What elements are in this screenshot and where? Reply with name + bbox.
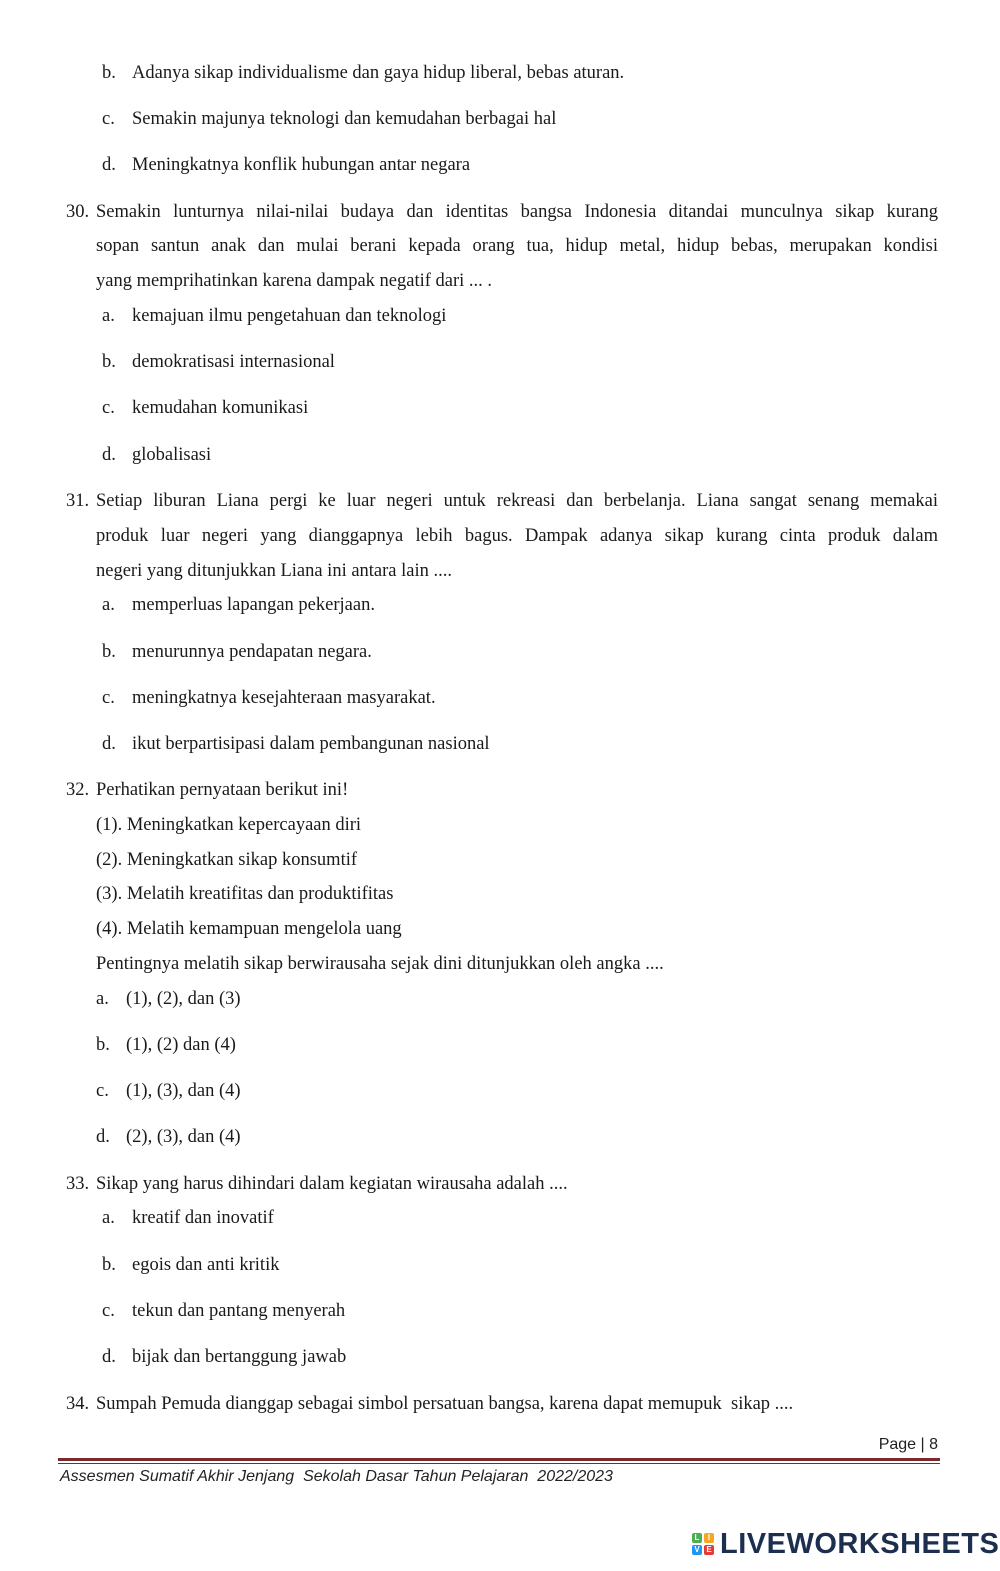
option-label: b. [102, 642, 116, 662]
q32-statement-4: (4). Melatih kemampuan mengelola uang [96, 919, 402, 939]
question-stem: Sikap yang harus dihindari dalam kegiatan wirausaha adalah .... [96, 1174, 568, 1194]
option-text: menurunnya pendapatan negara. [132, 642, 372, 662]
option-text: kemudahan komunikasi [132, 398, 309, 418]
option-text: egois dan anti kritik [132, 1255, 280, 1275]
option-label: d. [102, 155, 116, 175]
option-label: c. [102, 109, 115, 129]
option-text: tekun dan pantang menyerah [132, 1301, 346, 1321]
q30-stem-line-2: sopan santun anak dan mulai berani kepada orang tua, hidup metal, hidup bebas, merupakan kondisi [96, 236, 938, 256]
option-text: ikut berpartisipasi dalam pembangunan nasional [132, 734, 490, 754]
option-label: c. [102, 688, 115, 708]
question-number: 33. [66, 1174, 90, 1194]
question-number: 32. [66, 780, 90, 800]
option-label: c. [102, 1301, 115, 1321]
q32-statement-2: (2). Meningkatkan sikap konsumtif [96, 850, 358, 870]
option-text: (1), (3), dan (4) [126, 1081, 241, 1101]
option-text: memperluas lapangan pekerjaan. [132, 595, 375, 615]
option-text: kreatif dan inovatif [132, 1208, 274, 1228]
option-text: meningkatnya kesejahteraan masyarakat. [132, 688, 436, 708]
q30-stem-line-3: yang memprihatinkan karena dampak negatif dari ... . [96, 271, 493, 291]
footer-divider-thin [58, 1463, 940, 1464]
option-label: a. [102, 306, 115, 326]
option-label: a. [102, 595, 115, 615]
option-text: Adanya sikap individualisme dan gaya hidup liberal, bebas aturan. [132, 63, 625, 83]
q32-statement-3: (3). Melatih kreatifitas dan produktifitas [96, 884, 394, 904]
footer-title: Assesmen Sumatif Akhir Jenjang Sekolah Dasar Tahun Pelajaran 2022/2023 [60, 1468, 613, 1485]
option-text: Meningkatnya konflik hubungan antar negara [132, 155, 471, 175]
option-text: Semakin majunya teknologi dan kemudahan berbagai hal [132, 109, 557, 129]
option-text: kemajuan ilmu pengetahuan dan teknologi [132, 306, 447, 326]
option-label: b. [102, 63, 116, 83]
option-label: d. [102, 445, 116, 465]
option-label: a. [102, 1208, 115, 1228]
option-text: demokratisasi internasional [132, 352, 335, 372]
question-stem: Sumpah Pemuda dianggap sebagai simbol persatuan bangsa, karena dapat memupuk sikap .... [96, 1394, 794, 1414]
option-label: c. [96, 1081, 109, 1101]
option-label: c. [102, 398, 115, 418]
q30-stem-line-1: Semakin lunturnya nilai-nilai budaya dan identitas bangsa Indonesia ditandai munculnya sikap kurang [96, 202, 938, 222]
option-label: b. [102, 352, 116, 372]
option-label: b. [102, 1255, 116, 1275]
q32-question: Pentingnya melatih sikap berwirausaha sejak dini ditunjukkan oleh angka .... [96, 954, 664, 974]
option-text: globalisasi [132, 445, 212, 465]
question-stem: Perhatikan pernyataan berikut ini! [96, 780, 349, 800]
question-number: 34. [66, 1394, 90, 1414]
liveworksheets-logo[interactable] [692, 1524, 999, 1564]
q31-stem-line-1: Setiap liburan Liana pergi ke luar negeri untuk rekreasi dan berbelanja. Liana sangat senang memakai [96, 491, 938, 511]
option-label: d. [102, 734, 116, 754]
question-number: 30. [66, 202, 90, 222]
q31-stem-line-2: produk luar negeri yang dianggapnya lebih bagus. Dampak adanya sikap kurang cinta produk dalam [96, 526, 938, 546]
liveworksheets-logo-icon: L I V E [692, 1533, 714, 1555]
q31-stem-line-3: negeri yang ditunjukkan Liana ini antara lain .... [96, 561, 453, 581]
option-label: b. [96, 1035, 110, 1055]
option-text: (2), (3), dan (4) [126, 1127, 241, 1147]
q32-statement-1: (1). Meningkatkan kepercayaan diri [96, 815, 362, 835]
option-text: (1), (2), dan (3) [126, 989, 241, 1009]
option-label: a. [96, 989, 109, 1009]
option-label: d. [96, 1127, 110, 1147]
option-text: bijak dan bertanggung jawab [132, 1347, 347, 1367]
question-number: 31. [66, 491, 90, 511]
page-number: Page | 8 [878, 1436, 938, 1453]
option-text: (1), (2) dan (4) [126, 1035, 236, 1055]
option-label: d. [102, 1347, 116, 1367]
footer-divider [58, 1458, 940, 1461]
brand-name: LIVEWORKSHEETS [720, 1527, 1000, 1560]
